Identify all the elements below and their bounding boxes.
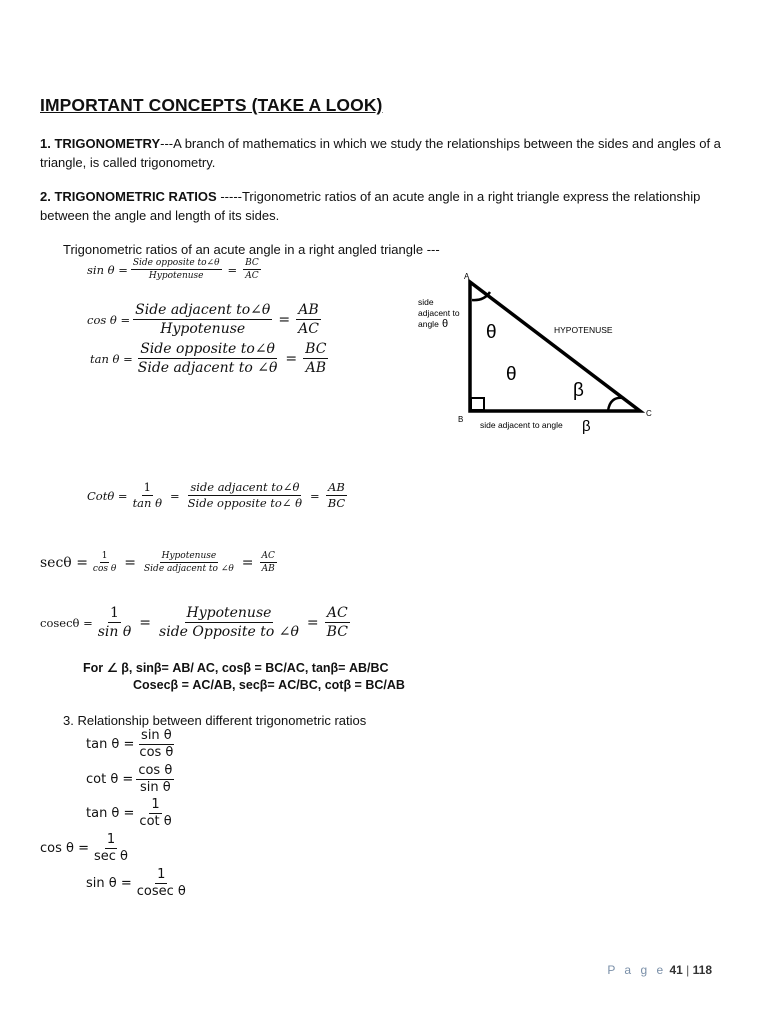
fraction <box>142 551 236 575</box>
eq-lhs: cos θ = <box>87 312 131 327</box>
denominator: tan θ <box>132 496 163 511</box>
denominator: Side adjacent to ∠θ <box>137 360 278 377</box>
fraction <box>137 729 175 761</box>
denominator: side Opposite to ∠θ <box>159 624 299 641</box>
fraction <box>92 833 130 865</box>
numerator: 1 <box>105 833 117 849</box>
theta-label-upper: θ <box>486 322 497 343</box>
numerator: AB <box>326 481 347 496</box>
vertex-c-label: C <box>646 409 652 418</box>
denominator: sin θ <box>97 624 132 641</box>
right-angle-marker <box>471 398 484 410</box>
vertex-b-label: B <box>458 415 464 424</box>
side-theta-symbol: θ <box>442 318 449 330</box>
fraction <box>136 764 174 796</box>
beta-ratios-line1: For ∠ β, sinβ= AB/ AC, cosβ = BC/AC, tanβ= AB/BC <box>83 661 389 675</box>
denominator: cot θ <box>139 814 172 830</box>
numerator: sin θ <box>139 729 174 745</box>
section3-title: 3. Relationship between different trigonometric ratios <box>63 713 367 728</box>
side-label-line1: side <box>418 297 434 307</box>
relation-tan-reciprocal <box>86 798 177 830</box>
cos-equation: cos θ = $\frac{\text{Side adjacent to∠θ}}{\text{Hypotenuse}}$ = $\frac{AB}{AC}$ <box>87 302 319 338</box>
beta-label: β <box>573 380 584 401</box>
beta-ratios-line2: Cosecβ = AC/AB, secβ= AC/BC, cotβ = BC/AB <box>133 678 405 692</box>
triangle-outline <box>470 282 640 411</box>
vertex-a-label: A <box>464 272 470 281</box>
numerator: BC <box>303 341 328 359</box>
hypotenuse-label: HYPOTENUSE <box>554 325 613 335</box>
numerator: AC <box>325 605 350 623</box>
tan-equation: tan θ = $\frac{\text{Side opposite to∠θ}}{\text{Side adjacent to ∠θ}}$ = $\frac{BC}{AB}$ <box>90 341 327 377</box>
section-trigonometry <box>40 134 730 172</box>
fraction <box>260 551 277 575</box>
denominator: sec θ <box>94 849 129 865</box>
page-word: P a g e <box>607 963 667 977</box>
numerator: Side opposite to∠θ <box>131 258 222 270</box>
denominator: AC <box>298 321 319 338</box>
fraction <box>303 341 328 376</box>
numerator: 1 <box>108 605 121 623</box>
numerator: AC <box>260 551 277 563</box>
numerator: Hypotenuse <box>185 605 274 623</box>
eq-lhs: tan θ = <box>86 737 135 753</box>
eq-lhs: Cotθ = <box>87 488 128 503</box>
denominator: cos θ <box>92 564 117 575</box>
numerator: 1 <box>155 868 167 884</box>
denominator: AB <box>305 360 326 377</box>
fraction <box>296 302 321 337</box>
section-text: -----Trigonometric ratios of an acute angle in a right triangle express the relationship between the angle and length of its sides. <box>40 189 701 223</box>
fraction <box>136 341 280 376</box>
numerator: Side adjacent to∠θ <box>133 302 272 320</box>
eq-lhs: cosecθ = <box>40 615 93 630</box>
page-heading: IMPORTANT CONCEPTS (TAKE A LOOK) <box>40 95 383 115</box>
denominator: sin θ <box>139 780 171 796</box>
denominator: AC <box>245 271 259 282</box>
numerator: cos θ <box>136 764 174 780</box>
bottom-beta-symbol: β <box>582 418 591 435</box>
relation-tan <box>86 729 178 761</box>
eq-lhs: tan θ = <box>90 351 133 366</box>
eq-lhs: cot θ = <box>86 772 134 788</box>
denominator: cos θ <box>139 745 174 761</box>
ratios-intro: Trigonometric ratios of an acute angle in a right angled triangle --- <box>63 242 440 257</box>
fraction <box>157 605 301 640</box>
denominator: Side adjacent to ∠θ <box>144 564 234 575</box>
eq-lhs: secθ = <box>40 554 88 571</box>
denominator: AB <box>261 564 275 575</box>
denominator: BC <box>327 496 346 511</box>
right-triangle-diagram <box>412 266 670 436</box>
eq-lhs: tan θ = <box>86 806 135 822</box>
relation-cos-reciprocal <box>40 833 133 865</box>
numerator: 1 <box>149 798 161 814</box>
angle-c-arc <box>608 398 624 411</box>
denominator: Side opposite to∠ θ <box>187 496 303 511</box>
fraction <box>131 258 222 282</box>
section-text: ---A branch of mathematics in which we study the relationships between the sides and angles of a triangle, is called trigonometry. <box>40 136 721 170</box>
section-term: 1. TRIGONOMETRY <box>40 136 161 151</box>
page-footer <box>607 963 712 977</box>
cosec-equation: cosecθ = $\frac{1}{\text{sin θ}}$ = $\frac{\text{Hypotenuse}}{\text{side Opposite to ∠θ}}$ = $\frac{AC}{BC}$ <box>40 605 348 641</box>
section-trig-ratios <box>40 187 730 225</box>
sin-equation: sin θ = $\frac{\text{Side opposite to∠θ}}{\text{Hypotenuse}}$ = $\frac{BC}{AC}$ <box>87 258 259 282</box>
fraction <box>325 605 350 640</box>
page-total: 118 <box>692 963 712 977</box>
fraction <box>186 481 304 510</box>
fraction <box>243 258 261 282</box>
bottom-side-label: side adjacent to angle <box>480 420 563 430</box>
numerator: BC <box>243 258 261 270</box>
eq-lhs: cos θ = <box>40 841 89 857</box>
eq-lhs: sin θ = <box>87 262 128 277</box>
denominator: BC <box>326 624 348 641</box>
denominator: Hypotenuse <box>148 271 204 282</box>
relation-sin-reciprocal <box>86 868 191 900</box>
fraction <box>133 302 272 337</box>
eq-lhs: sin θ = <box>86 876 132 892</box>
denominator: Hypotenuse <box>160 321 246 338</box>
numerator: AB <box>296 302 320 320</box>
fraction <box>137 798 173 830</box>
cot-equation: Cotθ = $\frac{1}{\text{tan θ}}$ = $\frac{\text{side adjacent to∠θ}}{\text{Side opposite to∠ θ}}$ = $\frac{AB}{BC}$ <box>87 480 346 511</box>
side-label-line2: adjacent to <box>418 308 460 318</box>
side-label-line3: angle <box>418 319 439 329</box>
page-number: 41 <box>669 963 683 977</box>
numerator: 1 <box>100 551 110 563</box>
sec-equation: secθ = $\frac{1}{\text{cos θ}}$ = $\frac{\text{Hypotenuse}}{\text{Side adjacent to ∠θ}}$ = $\frac{AC}{AB}$ <box>40 551 275 575</box>
page-separator: | <box>686 963 690 977</box>
denominator: cosec θ <box>136 884 186 900</box>
fraction <box>131 481 164 510</box>
relation-cot <box>86 764 177 796</box>
numerator: 1 <box>142 481 153 496</box>
section-term: 2. TRIGONOMETRIC RATIOS <box>40 189 217 204</box>
fraction <box>135 868 188 900</box>
numerator: side adjacent to∠θ <box>188 481 301 496</box>
theta-label-inner: θ <box>506 364 517 385</box>
numerator: Side opposite to∠θ <box>138 341 277 359</box>
numerator: Hypotenuse <box>160 551 219 563</box>
fraction <box>96 605 134 640</box>
fraction <box>326 481 347 510</box>
fraction <box>91 551 118 575</box>
